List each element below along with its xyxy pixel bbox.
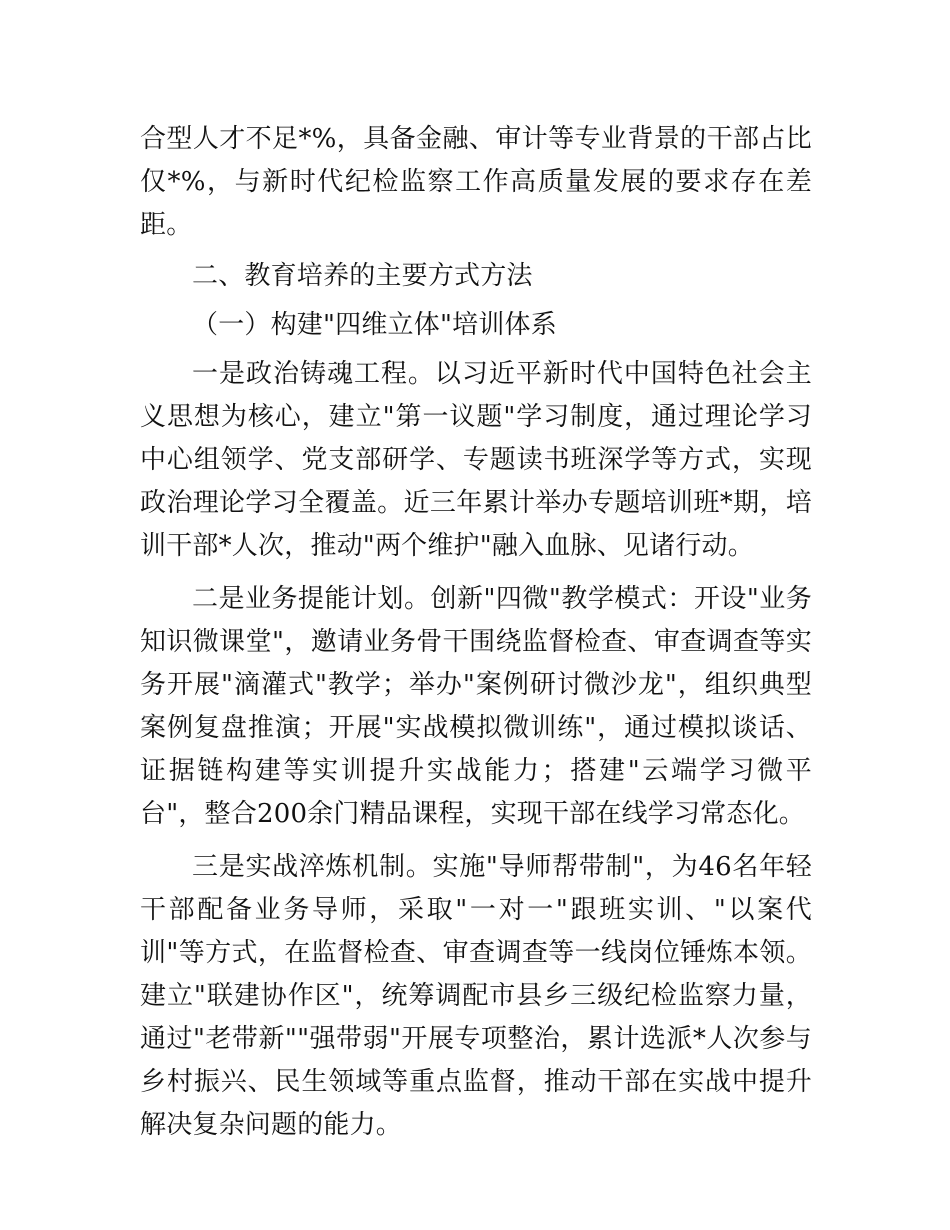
document-body [140, 118, 812, 1147]
continued-paragraph: 合型人才不足*%，具备金融、审计等专业背景的干部占比仅*%，与新时代纪检监察工作高质量发展的要求存在差距。 [140, 124, 812, 240]
paragraph-practice: 三是实战淬炼机制。实施"导师帮带制"，为46名年轻干部配备业务导师，采取"一对一"跟班实训、"以案代训"等方式，在监督检查、审查调查等一线岗位锤炼本领。建立"联建协作区"，统筹调配市县乡三级纪检监察力量，通过"老带新""强带弱"开展专项整治，累计选派*人次参与乡村振兴、民生领域等重点监督，推动干部在实战中提升解决复杂问题的能力。 [140, 852, 812, 1140]
paragraph-political: 一是政治铸魂工程。以习近平新时代中国特色社会主义思想为核心，建立"第一议题"学习制度，通过理论学习中心组领学、党支部研学、专题读书班深学等方式，实现政治理论学习全覆盖。近三年累计举办专题培训班*期，培训干部*人次，推动"两个维护"融入血脉、见诸行动。 [140, 359, 812, 561]
section-heading: 二、教育培养的主要方式方法 [192, 261, 533, 291]
subsection-heading: （一）构建"四维立体"培训体系 [192, 310, 557, 340]
paragraph-business: 二是业务提能计划。创新"四微"教学模式：开设"业务知识微课堂"，邀请业务骨干围绕监督检查、审查调查等实务开展"滴灌式"教学；举办"案例研讨微沙龙"，组织典型案例复盘推演；开展"实战模拟微训练"，通过模拟谈话、证据链构建等实训提升实战能力；搭建"云端学习微平台"，整合200余门精品课程，实现干部在线学习常态化。 [140, 584, 812, 829]
